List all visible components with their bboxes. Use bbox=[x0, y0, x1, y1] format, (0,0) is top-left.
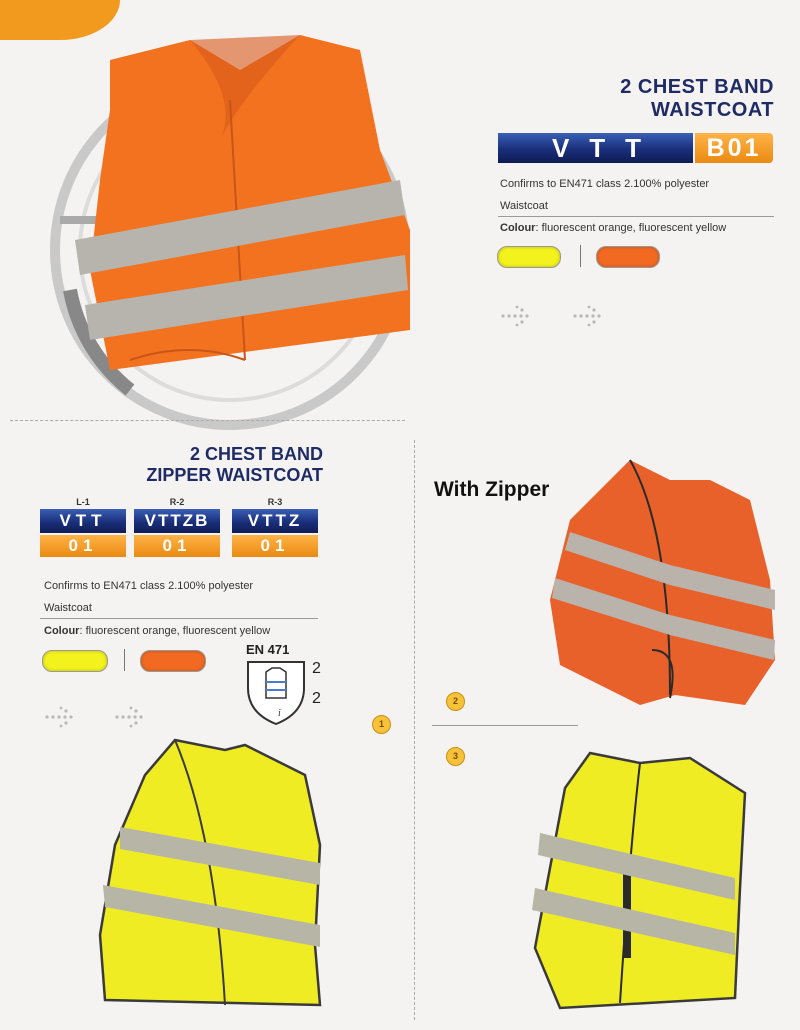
code-model: 01 bbox=[134, 535, 220, 557]
with-zipper-heading: With Zipper bbox=[434, 478, 550, 501]
standard-class-1: 2 bbox=[312, 660, 321, 677]
description-zipper: Confirms to EN471 class 2.100% polyester bbox=[44, 580, 254, 592]
orange-swatch bbox=[596, 246, 660, 268]
colour-value: : fluorescent orange, fluorescent yellow bbox=[79, 625, 271, 637]
code-series: VTT bbox=[40, 509, 126, 533]
orange-waistcoat-image bbox=[70, 30, 420, 390]
code-label: L-1 bbox=[76, 497, 90, 507]
divider bbox=[498, 216, 774, 217]
orange-swatch bbox=[140, 650, 206, 672]
divider bbox=[40, 618, 318, 619]
product-title-zipper bbox=[115, 444, 323, 486]
code-model: 01 bbox=[232, 535, 318, 557]
title-line-1: 2 CHEST BAND bbox=[189, 444, 323, 464]
title-line-2: ZIPPER WAISTCOAT bbox=[146, 465, 323, 485]
standard-class-2: 2 bbox=[312, 690, 321, 707]
svg-text:i: i bbox=[278, 708, 281, 719]
marker-3: 3 bbox=[446, 747, 465, 766]
title-line-1: 2 CHEST BAND bbox=[620, 76, 774, 98]
product-title-top bbox=[620, 76, 774, 122]
swatch-separator bbox=[124, 649, 125, 671]
title-line-2: WAISTCOAT bbox=[650, 99, 774, 121]
description-top: Confirms to EN471 class 2.100% polyester bbox=[500, 178, 710, 190]
yellow-zipper-waistcoat-image bbox=[520, 748, 755, 1018]
dotted-arrow-icon bbox=[44, 706, 76, 728]
code-label: R-3 bbox=[267, 497, 283, 507]
section-divider-horizontal bbox=[10, 420, 405, 421]
safety-shield-icon bbox=[244, 658, 308, 726]
orange-zipper-waistcoat-image bbox=[540, 450, 780, 710]
yellow-swatch bbox=[497, 246, 561, 268]
divider bbox=[432, 725, 578, 726]
product-code-l1 bbox=[40, 497, 126, 557]
colour-label: Colour bbox=[44, 625, 80, 637]
code-model: 01 bbox=[40, 535, 126, 557]
swatch-separator bbox=[580, 245, 581, 267]
colour-line-top bbox=[500, 222, 726, 234]
code-model: B01 bbox=[695, 133, 773, 163]
product-code-r2 bbox=[134, 497, 220, 557]
yellow-swatch bbox=[42, 650, 108, 672]
yellow-waistcoat-image bbox=[95, 735, 340, 1020]
colour-label: Colour bbox=[500, 222, 536, 234]
dotted-arrow-icon bbox=[572, 305, 604, 327]
dotted-arrow-icon bbox=[500, 305, 532, 327]
section-divider-vertical bbox=[414, 440, 415, 1020]
dotted-arrow-icon bbox=[114, 706, 146, 728]
product-code-top bbox=[498, 133, 773, 163]
standard-label: EN 471 bbox=[246, 642, 290, 657]
colour-value: : fluorescent orange, fluorescent yellow bbox=[535, 222, 727, 234]
code-series: VTTZ bbox=[232, 509, 318, 533]
marker-1: 1 bbox=[372, 715, 391, 734]
description-top-2: Waistcoat bbox=[500, 200, 548, 212]
description-zipper-2: Waistcoat bbox=[44, 602, 92, 614]
marker-2: 2 bbox=[446, 692, 465, 711]
code-series: VTTZB bbox=[134, 509, 220, 533]
code-label: R-2 bbox=[169, 497, 185, 507]
colour-line-zipper bbox=[44, 625, 270, 637]
product-code-r3 bbox=[232, 497, 318, 557]
code-series: VTT bbox=[498, 133, 693, 163]
